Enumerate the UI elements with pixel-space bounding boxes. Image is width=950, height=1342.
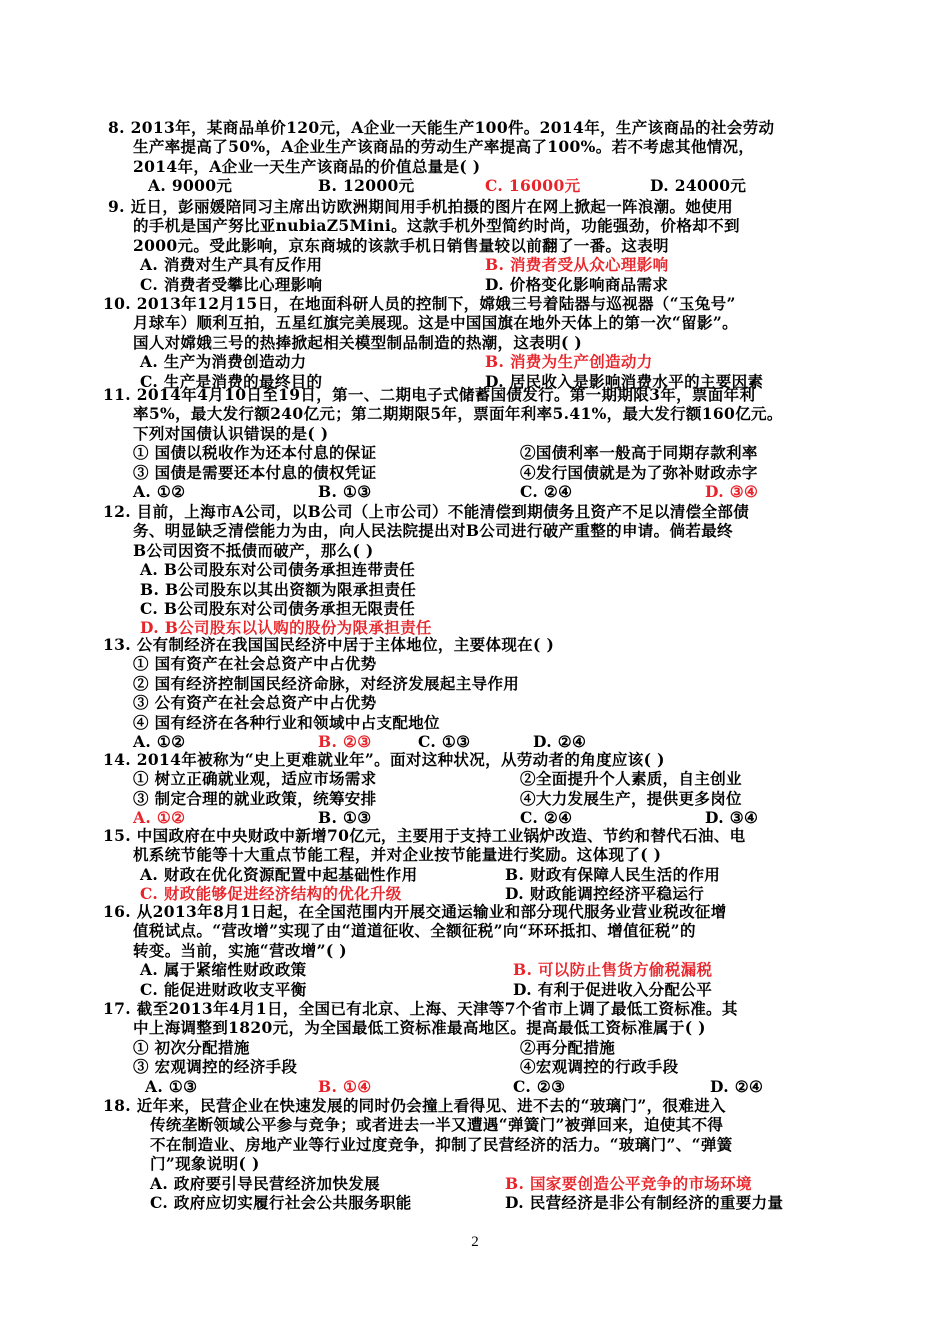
question-stem-line: 2000元。受此影响，京东商城的该款手机日销售量较以前翻了一番。这表明	[133, 235, 669, 255]
answer-option: D. ③④	[705, 808, 759, 828]
question-stem: 14. 2014年被称为“史上更难就业年”。面对这种状况，从劳动者的角度应该( )	[103, 750, 665, 769]
answer-option: C. 能促进财政收支平衡	[140, 979, 307, 999]
statement-item: ① 国有资产在社会总资产中占优势	[133, 654, 377, 674]
answer-option: C. B公司股东对公司债务承担无限责任	[140, 599, 416, 618]
answer-option: A. ①②	[133, 808, 186, 828]
answer-option: A. ①②	[133, 482, 186, 501]
question-stem: 18. 近年来，民营企业在快速发展的同时仍会撞上看得见、进不去的“玻璃门”，很难进入	[103, 1096, 726, 1115]
question-stem-line: 率5%，最大发行额240亿元；第二期期限5年，票面年利率5.41%，最大发行额160亿元。	[133, 404, 783, 424]
page-number: 2	[471, 1234, 479, 1250]
question-stem: 10. 2013年12月15日，在地面科研人员的控制下，嫦娥三号着陆器与巡视器（“玉兔号”	[103, 294, 736, 313]
answer-option: A. 9000元	[148, 176, 233, 196]
statement-item: ②全面提升个人素质，自主创业	[520, 769, 742, 789]
statement-item: ④发行国债就是为了弥补财政赤字	[520, 462, 758, 482]
statement-item: ② 国有经济控制国民经济命脉，对经济发展起主导作用	[133, 673, 520, 693]
question-stem-line: 国人对嫦娥三号的热捧掀起相关模型制品制造的热潮，这表明( )	[133, 332, 583, 352]
answer-option: D. 24000元	[650, 176, 747, 196]
answer-option: A. B公司股东对公司债务承担连带责任	[140, 560, 416, 580]
answer-option: D. ③④	[705, 482, 759, 501]
question-stem-line: 传统垄断领域公平参与竞争；或者进去一半又遭遇“弹簧门”被弹回来，迫使其不得	[150, 1115, 724, 1135]
question-stem-line: 转变。当前，实施“营改增”( )	[133, 940, 347, 960]
answer-option: B. 财政有保障人民生活的作用	[505, 864, 721, 884]
answer-option: D. 财政能调控经济平稳运行	[505, 884, 705, 904]
answer-option: C. ②④	[520, 482, 573, 501]
answer-option: C. 16000元	[485, 176, 581, 196]
answer-option: D. B公司股东以认购的股份为限承担责任	[140, 618, 432, 638]
question-stem: 17. 截至2013年4月1日，全国已有北京、上海、天津等7个省市上调了最低工资标准。其	[103, 999, 738, 1018]
answer-option: B. ①③	[318, 808, 372, 828]
answer-option: B. 可以防止售货方偷税漏税	[513, 960, 713, 980]
question-stem-line: 的手机是国产努比亚nubiaZ5Mini。这款手机外型简约时尚，功能强劲，价格却不到	[133, 216, 740, 236]
statement-item: ④宏观调控的行政手段	[520, 1057, 679, 1077]
question-stem-line: 2014年，A企业一天生产该商品的价值总量是( )	[133, 156, 481, 176]
answer-option: B. 消费者受从众心理影响	[485, 255, 669, 275]
question-stem-line: 不在制造业、房地产业等行业过度竞争，抑制了民营经济的活力。“玻璃门”、“弹簧	[150, 1134, 733, 1154]
statement-item: ① 初次分配措施	[133, 1037, 250, 1057]
answer-option: C. 生产是消费的最终目的	[140, 371, 323, 391]
question-stem-line: 下列对国债认识错误的是( )	[133, 423, 329, 443]
answer-option: C. ①③	[418, 732, 471, 751]
answer-option: D. 民营经济是非公有制经济的重要力量	[505, 1193, 784, 1212]
question-stem: 11. 2014年4月10日至19日，第一、二期电子式储蓄国债发行。第一期期限3年，票面年利	[103, 385, 756, 404]
answer-option: A. 生产为消费创造动力	[140, 352, 307, 372]
answer-option: C. ②④	[520, 808, 573, 828]
question-stem: 13. 公有制经济在我国国民经济中居于主体地位，主要体现在( )	[103, 635, 555, 654]
answer-option: A. ①②	[133, 732, 186, 751]
question-stem-line: 门”现象说明( )	[150, 1154, 260, 1174]
answer-option: A. 政府要引导民营经济加快发展	[150, 1173, 380, 1193]
statement-item: ②国债利率一般高于同期存款利率	[520, 443, 758, 463]
statement-item: ④大力发展生产，提供更多岗位	[520, 788, 742, 808]
answer-option: D. 居民收入是影响消费水平的主要因素	[485, 371, 764, 391]
statement-item: ③ 制定合理的就业政策，统筹安排	[133, 788, 377, 808]
statement-item: ③ 国债是需要还本付息的债权凭证	[133, 462, 377, 482]
question-stem-line: 中上海调整到1820元，为全国最低工资标准最高地区。提高最低工资标准属于( )	[133, 1018, 706, 1038]
statement-item: ③ 宏观调控的经济手段	[133, 1057, 298, 1077]
statement-item: ③ 公有资产在社会总资产中占优势	[133, 693, 377, 713]
answer-option: C. 政府应切实履行社会公共服务职能	[150, 1193, 412, 1212]
question-stem-line: 值税试点。“营改增”实现了由“道道征收、全额征税”向“环环抵扣、增值征税”的	[133, 921, 696, 941]
question-stem-line: 务、明显缺乏清偿能力为由，向人民法院提出对B公司进行破产重整的申请。倘若最终	[133, 521, 733, 541]
question-stem-line: 机系统节能等十大重点节能工程，并对企业按节能量进行奖励。这体现了( )	[133, 845, 662, 865]
answer-option: D. 有利于促进收入分配公平	[513, 979, 713, 999]
question-stem-line: 月球车）顺利互拍，五星红旗完美展现。这是中国国旗在地外天体上的第一次“留影”。	[133, 313, 738, 333]
answer-option: C. 财政能够促进经济结构的优化升级	[140, 884, 402, 904]
answer-option: B. ②③	[318, 732, 372, 751]
question-stem: 16. 从2013年8月1日起，在全国范围内开展交通运输业和部分现代服务业营业税改征增	[103, 902, 727, 921]
statement-item: ① 国债以税收作为还本付息的保证	[133, 443, 377, 463]
answer-option: A. 消费对生产具有反作用	[140, 255, 323, 275]
answer-option: B. ①④	[318, 1076, 372, 1096]
question-stem: 12. 目前，上海市A公司，以B公司（上市公司）不能清偿到期债务且资产不足以清偿全部债	[103, 502, 750, 521]
answer-option: B. 国家要创造公平竞争的市场环境	[505, 1173, 752, 1193]
statement-item: ④ 国有经济在各种行业和领域中占支配地位	[133, 712, 440, 732]
question-stem-line: 生产率提高了50%，A企业生产该商品的劳动生产率提高了100%。若不考虑其他情况，	[133, 137, 755, 157]
answer-option: A. 属于紧缩性财政政策	[140, 960, 307, 980]
question-stem: 15. 中国政府在中央财政中新增70亿元，主要用于支持工业锅炉改造、节约和替代石油、电	[103, 826, 746, 845]
answer-option: B. 消费为生产创造动力	[485, 352, 653, 372]
answer-option: D. ②④	[710, 1076, 764, 1096]
answer-option: D. 价格变化影响商品需求	[485, 274, 669, 294]
answer-option: B. ①③	[318, 482, 372, 501]
answer-option: B. 12000元	[318, 176, 415, 196]
statement-item: ②再分配措施	[520, 1037, 616, 1057]
answer-option: C. 消费者受攀比心理影响	[140, 274, 323, 294]
answer-option: B. B公司股东以其出资额为限承担责任	[140, 579, 417, 599]
answer-option: A. ①③	[145, 1076, 198, 1096]
question-stem: 8. 2013年，某商品单价120元，A企业一天能生产100件。2014年，生产该商品的社会劳动	[108, 118, 775, 137]
question-stem: 9. 近日，彭丽媛陪同习主席出访欧洲期间用手机拍摄的图片在网上掀起一阵浪潮。她使用	[108, 197, 733, 216]
answer-option: A. 财政在优化资源配置中起基础性作用	[140, 864, 418, 884]
answer-option: D. ②④	[533, 732, 587, 751]
answer-option: C. ②③	[513, 1076, 566, 1096]
question-stem-line: B公司因资不抵债而破产，那么( )	[133, 540, 374, 560]
statement-item: ① 树立正确就业观，适应市场需求	[133, 769, 377, 789]
